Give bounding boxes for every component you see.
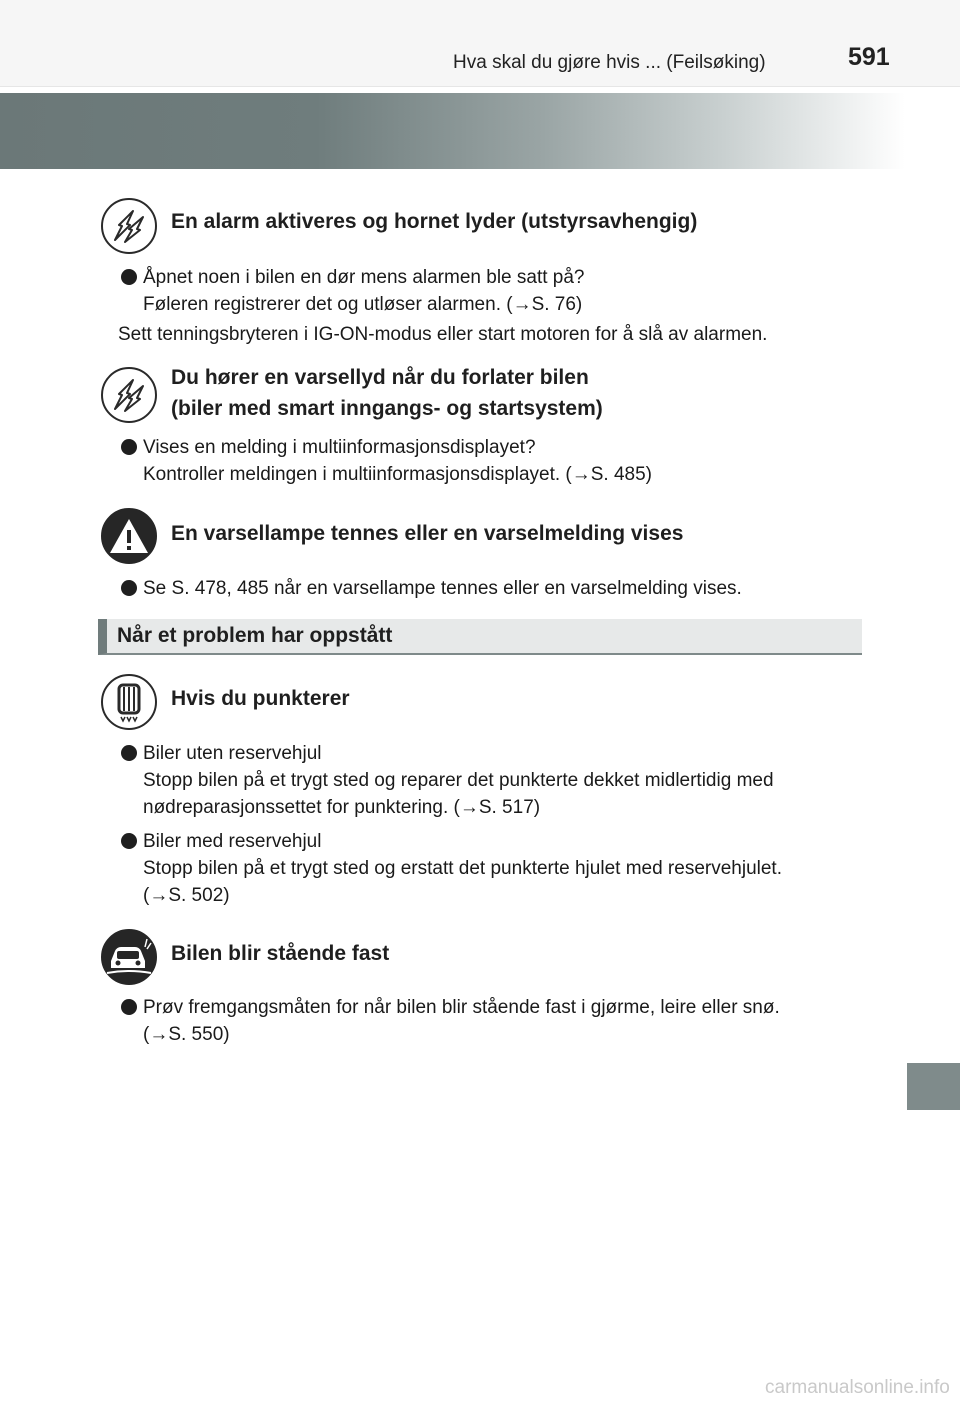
alarm-bullet-line: Føleren registrerer det og utløser alarmen. (→S. 76) — [143, 294, 583, 315]
stuck-heading: Bilen blir stående fast — [171, 942, 390, 965]
flat-tire-bullet-line: Stopp bilen på et trygt sted og reparer det punkterte dekket midlertidig med — [143, 770, 774, 791]
alarm-heading: En alarm aktiveres og hornet lyder (utstyrsavhengig) — [171, 210, 698, 233]
section-bar — [98, 619, 862, 655]
flat-tire-bullet-no-spare — [121, 740, 774, 821]
bullet-dot — [121, 745, 137, 761]
section-title: Når et problem har oppstått — [117, 624, 393, 647]
flat-tire-bullet-line: (→S. 502) — [143, 885, 230, 906]
stuck-bullet — [121, 994, 780, 1048]
flat-tire-bullet-line: Stopp bilen på et trygt sted og erstatt det punkterte hjulet med reservehjulet. — [143, 858, 782, 879]
stuck-bullet-line: (→S. 550) — [143, 1024, 230, 1045]
bullet-dot — [121, 580, 137, 596]
warning-light-bullet-line: Se S. 478, 485 når en varsellampe tennes eller en varselmelding vises. — [143, 578, 742, 599]
flat-tire-bullet-spare — [121, 828, 782, 909]
chapter-side-tab — [907, 1063, 960, 1110]
warning-sound-heading-line: Du hører en varsellyd når du forlater bilen — [171, 366, 589, 389]
header-band — [0, 93, 905, 169]
flat-tire-icon — [101, 674, 157, 730]
header-title: Hva skal du gjøre hvis ... (Feilsøking) — [453, 52, 766, 73]
flat-tire-heading: Hvis du punkterer — [171, 687, 350, 710]
bullet-dot — [121, 999, 137, 1015]
bullet-dot — [121, 269, 137, 285]
alarm-bullet — [121, 264, 585, 318]
warning-light-heading: En varsellampe tennes eller en varselmelding vises — [171, 522, 684, 545]
page-header — [0, 0, 960, 87]
warning-sound-bullet-line: Kontroller meldingen i multiinformasjonsdisplayet. (→S. 485) — [143, 464, 653, 485]
flat-tire-bullet-line: Biler uten reservehjul — [143, 743, 322, 764]
warning-sound-bullet — [121, 434, 652, 488]
warning-light-bullet — [121, 575, 742, 602]
stuck-car-icon — [101, 929, 157, 985]
alarm-note: Sett tenningsbryteren i IG-ON-modus eller start motoren for å slå av alarmen. — [118, 324, 768, 345]
page-number: 591 — [848, 43, 890, 71]
warning-sound-heading — [171, 362, 603, 424]
warning-sound-heading-line: (biler med smart inngangs- og startsystem) — [171, 397, 603, 420]
warning-sound-bullet-line: Vises en melding i multiinformasjonsdisplayet? — [143, 437, 536, 458]
bullet-dot — [121, 833, 137, 849]
alarm-sound-icon — [101, 198, 157, 254]
flat-tire-bullet-line: nødreparasjonssettet for punktering. (→S. 517) — [143, 797, 541, 818]
warning-triangle-icon — [101, 508, 157, 564]
alarm-bullet-line: Åpnet noen i bilen en dør mens alarmen ble satt på? — [143, 267, 585, 288]
warning-sound-icon — [101, 367, 157, 423]
stuck-bullet-line: Prøv fremgangsmåten for når bilen blir stående fast i gjørme, leire eller snø. — [143, 997, 780, 1018]
watermark: carmanualsonline.info — [765, 1377, 950, 1398]
bullet-dot — [121, 439, 137, 455]
flat-tire-bullet-line: Biler med reservehjul — [143, 831, 322, 852]
